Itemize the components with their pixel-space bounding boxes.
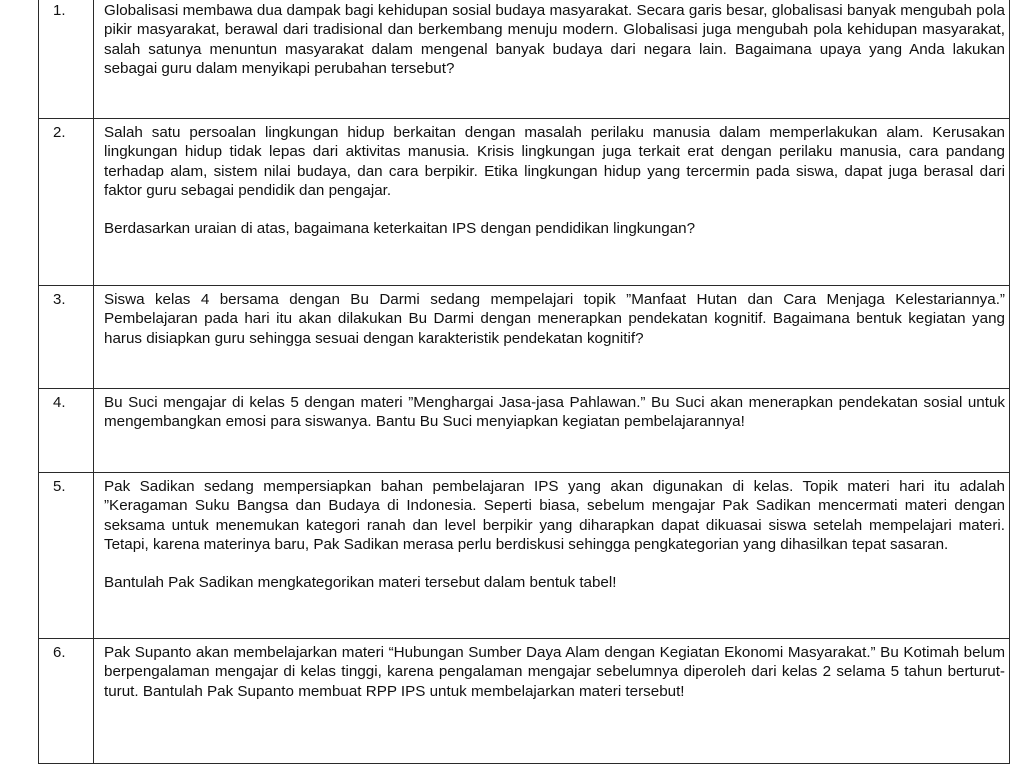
question-text — [94, 286, 1010, 389]
question-paragraph: Salah satu persoalan lingkungan hidup berkaitan dengan masalah perilaku manusia dalam memperlakukan alam. Kerusakan lingkungan hidup tidak lepas dari aktivitas manusia. Krisis lingkungan juga terkait erat dengan perilaku manusia, cara pandang terhadap alam, sistem nilai budaya, dan cara berpikir. Etika lingkungan hidup yang tercermin pada siswa, dapat juga berasal dari faktor guru sebagai pendidik dan pengajar. — [104, 124, 1005, 199]
question-paragraph: Pak Supanto akan membelajarkan materi “Hubungan Sumber Daya Alam dengan Kegiatan Ekonomi Masyarakat.” Bu Kotimah belum berpengalaman mengajar di kelas tinggi, karena pengalaman mengajar sebelumnya diperoleh dari kelas 2 selama 5 tahun berturut-turut. Bantulah Pak Supanto membuat RPP IPS untuk membelajarkan materi tersebut! — [104, 644, 1005, 700]
question-number: 4. — [39, 389, 94, 473]
question-paragraph: Bu Suci mengajar di kelas 5 dengan materi ”Menghargai Jasa-jasa Pahlawan.” Bu Suci akan menerapkan pendekatan sosial untuk mengembangkan emosi para siswanya. Bantu Bu Suci menyiapkan kegiatan pembelajarannya! — [104, 394, 1005, 431]
question-number: 3. — [39, 286, 94, 389]
question-text — [94, 639, 1010, 764]
question-prompt: Berdasarkan uraian di atas, bagaimana keterkaitan IPS dengan pendidikan lingkungan? — [104, 220, 696, 238]
table-row — [39, 119, 1010, 286]
question-number: 5. — [39, 473, 94, 639]
question-paragraph: Siswa kelas 4 bersama dengan Bu Darmi sedang mempelajari topik ”Manfaat Hutan dan Cara Menjaga Kelestariannya.” Pembelajaran pada hari itu akan dilakukan Bu Darmi dengan menerapkan pendekatan kognitif. Bagaimana bentuk kegiatan yang harus disiapkan guru sehingga sesuai dengan karakteristik pendekatan kognitif? — [104, 291, 1005, 347]
table-row — [39, 389, 1010, 473]
question-number: 1. — [39, 0, 94, 119]
question-paragraph: Pak Sadikan sedang mempersiapkan bahan pembelajaran IPS yang akan digunakan di kelas. Topik materi hari itu adalah ”Keragaman Suku Bangsa dan Budaya di Indonesia. Seperti biasa, sebelum mengajar Pak Sadikan mencermati materi dengan seksama untuk menemukan kategori ranah dan level berpikir yang diharapkan dapat dikuasai siswa setelah mempelajari materi. Tetapi, karena materinya baru, Pak Sadikan merasa perlu berdiskusi sehingga pengkategorian yang dihasilkan tepat sasaran. — [104, 478, 1005, 553]
table-row — [39, 286, 1010, 389]
question-number: 2. — [39, 119, 94, 286]
question-paragraph: Globalisasi membawa dua dampak bagi kehidupan sosial budaya masyarakat. Secara garis besar, globalisasi banyak mengubah pola pikir masyarakat, berawal dari tradisional dan berkembang menuju modern. Globalisasi juga mengubah pola kehidupan masyarakat, salah satunya menuntun masyarakat dalam mengenal banyak budaya dari negara lain. Bagaimana upaya yang Anda lakukan sebagai guru dalam menyikapi perubahan tersebut? — [104, 2, 1005, 77]
question-prompt: Bantulah Pak Sadikan mengkategorikan materi tersebut dalam bentuk tabel! — [104, 574, 617, 592]
question-text — [94, 389, 1010, 473]
question-text — [94, 119, 1010, 286]
table-row — [39, 639, 1010, 764]
question-text — [94, 473, 1010, 639]
table-row — [39, 0, 1010, 119]
table-row — [39, 473, 1010, 639]
question-number: 6. — [39, 639, 94, 764]
question-table — [38, 0, 1010, 764]
question-text — [94, 0, 1010, 119]
